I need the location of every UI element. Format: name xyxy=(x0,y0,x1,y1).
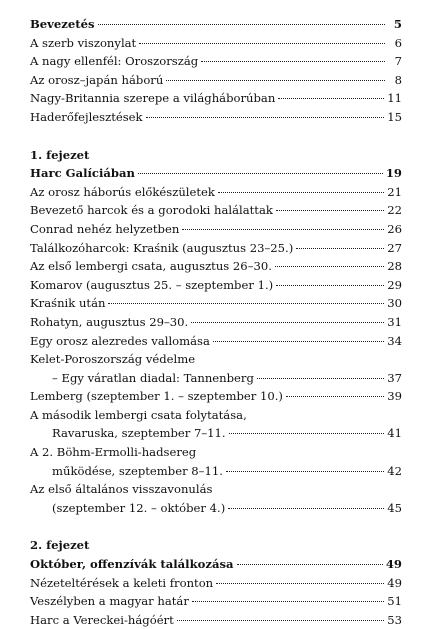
toc-entry xyxy=(30,313,402,332)
toc-entry-title: A nagy ellenfél: Oroszország xyxy=(30,54,199,69)
toc-entry-first-line: Az első általános visszavonulás xyxy=(30,482,213,497)
dot-leader xyxy=(226,471,384,472)
toc-entry xyxy=(30,387,402,406)
dot-leader xyxy=(218,192,384,193)
dot-leader xyxy=(237,564,383,565)
toc-entry-page: 22 xyxy=(387,203,402,218)
toc-entry-page: 37 xyxy=(387,370,402,385)
toc-entry xyxy=(30,220,402,239)
chapter-number: 2. fejezet xyxy=(30,538,90,553)
dot-leader xyxy=(216,583,384,584)
toc-entry-title: Október, offenzívák találkozása xyxy=(30,557,234,572)
toc-entry-first-line: A 2. Böhm-Ermolli-hadsereg xyxy=(30,445,197,460)
toc-entry-title: A szerb viszonylat xyxy=(30,35,137,50)
toc-entry-title: működése, szeptember 8–11. xyxy=(52,463,223,478)
toc-entry-page: 27 xyxy=(387,240,402,255)
toc-entry-page: 26 xyxy=(387,221,402,236)
toc-entry xyxy=(30,89,402,108)
toc-entry-page: 6 xyxy=(394,35,402,50)
dot-leader xyxy=(166,80,385,81)
toc-entry-first-line: A második lembergi csata folytatása, xyxy=(30,407,247,422)
toc-entry-title: Ravaruska, szeptember 7–11. xyxy=(52,426,226,441)
toc-entry-title: Nagy-Britannia szerepe a világháborúban xyxy=(30,91,276,106)
toc-entry-page: 34 xyxy=(387,333,402,348)
toc-entry xyxy=(30,183,402,202)
toc-entry-page: 21 xyxy=(387,184,402,199)
toc-entry-page: 53 xyxy=(387,612,402,627)
toc-entry-page: 15 xyxy=(387,109,402,124)
toc-entry-page: 7 xyxy=(394,54,402,69)
toc-entry xyxy=(30,555,402,574)
toc-entry-title: Rohatyn, augusztus 29–30. xyxy=(30,314,189,329)
toc-entry xyxy=(30,592,402,611)
toc-entry xyxy=(30,52,402,71)
dot-leader xyxy=(213,341,384,342)
toc-entry-title: (szeptember 12. – október 4.) xyxy=(52,500,226,515)
toc-entry-title: Az első lembergi csata, augusztus 26–30. xyxy=(30,259,272,274)
toc-entry-title: Komarov (augusztus 25. – szeptember 1.) xyxy=(30,277,274,292)
toc-entry xyxy=(30,499,402,518)
dot-leader xyxy=(276,285,384,286)
toc-entry-page: 5 xyxy=(393,17,402,31)
toc-entry xyxy=(30,462,402,481)
toc-entry-title: Veszélyben a magyar határ xyxy=(30,594,189,609)
toc-entry-title: Nézeteltérések a keleti fronton xyxy=(30,575,214,590)
toc-entry-page: 39 xyxy=(387,389,402,404)
toc-entry xyxy=(30,369,402,388)
toc-entry xyxy=(30,71,402,90)
toc-entry xyxy=(30,294,402,313)
dot-leader xyxy=(201,61,385,62)
toc-entry-title: Conrad nehéz helyzetben xyxy=(30,221,180,236)
section-gap xyxy=(30,127,402,146)
toc-entry-page: 41 xyxy=(387,426,402,441)
dot-leader xyxy=(286,396,384,397)
toc-entry-title: Bevezető harcok és a gorodoki halálattak xyxy=(30,203,273,218)
toc-entry-page: 42 xyxy=(387,463,402,478)
dot-leader xyxy=(139,43,385,44)
dot-leader xyxy=(192,601,384,602)
toc-entry-title: Bevezetés xyxy=(30,17,95,31)
dot-leader xyxy=(177,620,384,621)
toc-entry-page: 29 xyxy=(387,277,402,292)
dot-leader xyxy=(182,229,384,230)
toc-entry-page: 49 xyxy=(387,575,402,590)
dot-leader xyxy=(278,98,384,99)
toc-entry xyxy=(30,108,402,127)
toc-entry-page: 19 xyxy=(385,166,402,181)
toc-entry-title: Haderőfejlesztések xyxy=(30,109,143,124)
toc-entry xyxy=(30,611,402,629)
toc-entry-title: Kraśnik után xyxy=(30,296,106,311)
toc-entry-page: 28 xyxy=(387,259,402,274)
dot-leader xyxy=(146,117,385,118)
dot-leader xyxy=(276,210,384,211)
toc-entry-page: 45 xyxy=(387,500,402,515)
toc-entry-title: – Egy váratlan diadal: Tannenberg xyxy=(52,370,254,385)
toc-entry xyxy=(30,332,402,351)
dot-leader xyxy=(228,508,384,509)
toc-entry-title: Az orosz–japán háború xyxy=(30,72,164,87)
toc-entry-page: 30 xyxy=(387,296,402,311)
toc-entry-title: Találkozóharcok: Kraśnik (augusztus 23–25.) xyxy=(30,240,294,255)
toc-entry xyxy=(30,34,402,53)
dot-leader xyxy=(257,378,384,379)
toc-entry-page: 49 xyxy=(385,557,402,572)
dot-leader xyxy=(229,433,385,434)
toc-entry xyxy=(30,164,402,183)
toc-entry-title: Az orosz háborús előkészületek xyxy=(30,184,215,199)
toc-entry xyxy=(30,239,402,258)
toc-entry-title: Harc a Vereckei-hágóért xyxy=(30,612,174,627)
toc-entry xyxy=(30,15,402,34)
toc-entry xyxy=(30,574,402,593)
dot-leader xyxy=(98,24,385,25)
section-gap xyxy=(30,517,402,536)
dot-leader xyxy=(138,173,383,174)
dot-leader xyxy=(191,322,384,323)
toc-entry-page: 51 xyxy=(387,594,402,609)
toc-entry-page: 8 xyxy=(394,72,402,87)
toc-entry-page: 11 xyxy=(387,91,402,106)
chapter-number: 1. fejezet xyxy=(30,147,90,162)
toc-entry xyxy=(30,424,402,443)
toc-entry-title: Harc Galíciában xyxy=(30,166,135,181)
toc-entry-first-line: Kelet-Poroszország védelme xyxy=(30,352,196,367)
dot-leader xyxy=(296,248,384,249)
toc-entry-title: Egy orosz alezredes vallomása xyxy=(30,333,210,348)
dot-leader xyxy=(108,303,384,304)
dot-leader xyxy=(275,266,384,267)
toc-entry xyxy=(30,276,402,295)
toc-entry xyxy=(30,257,402,276)
toc-entry-title: Lemberg (szeptember 1. – szeptember 10.) xyxy=(30,389,283,404)
toc-entry-page: 31 xyxy=(387,314,402,329)
toc-entry xyxy=(30,201,402,220)
table-of-contents xyxy=(30,15,402,629)
